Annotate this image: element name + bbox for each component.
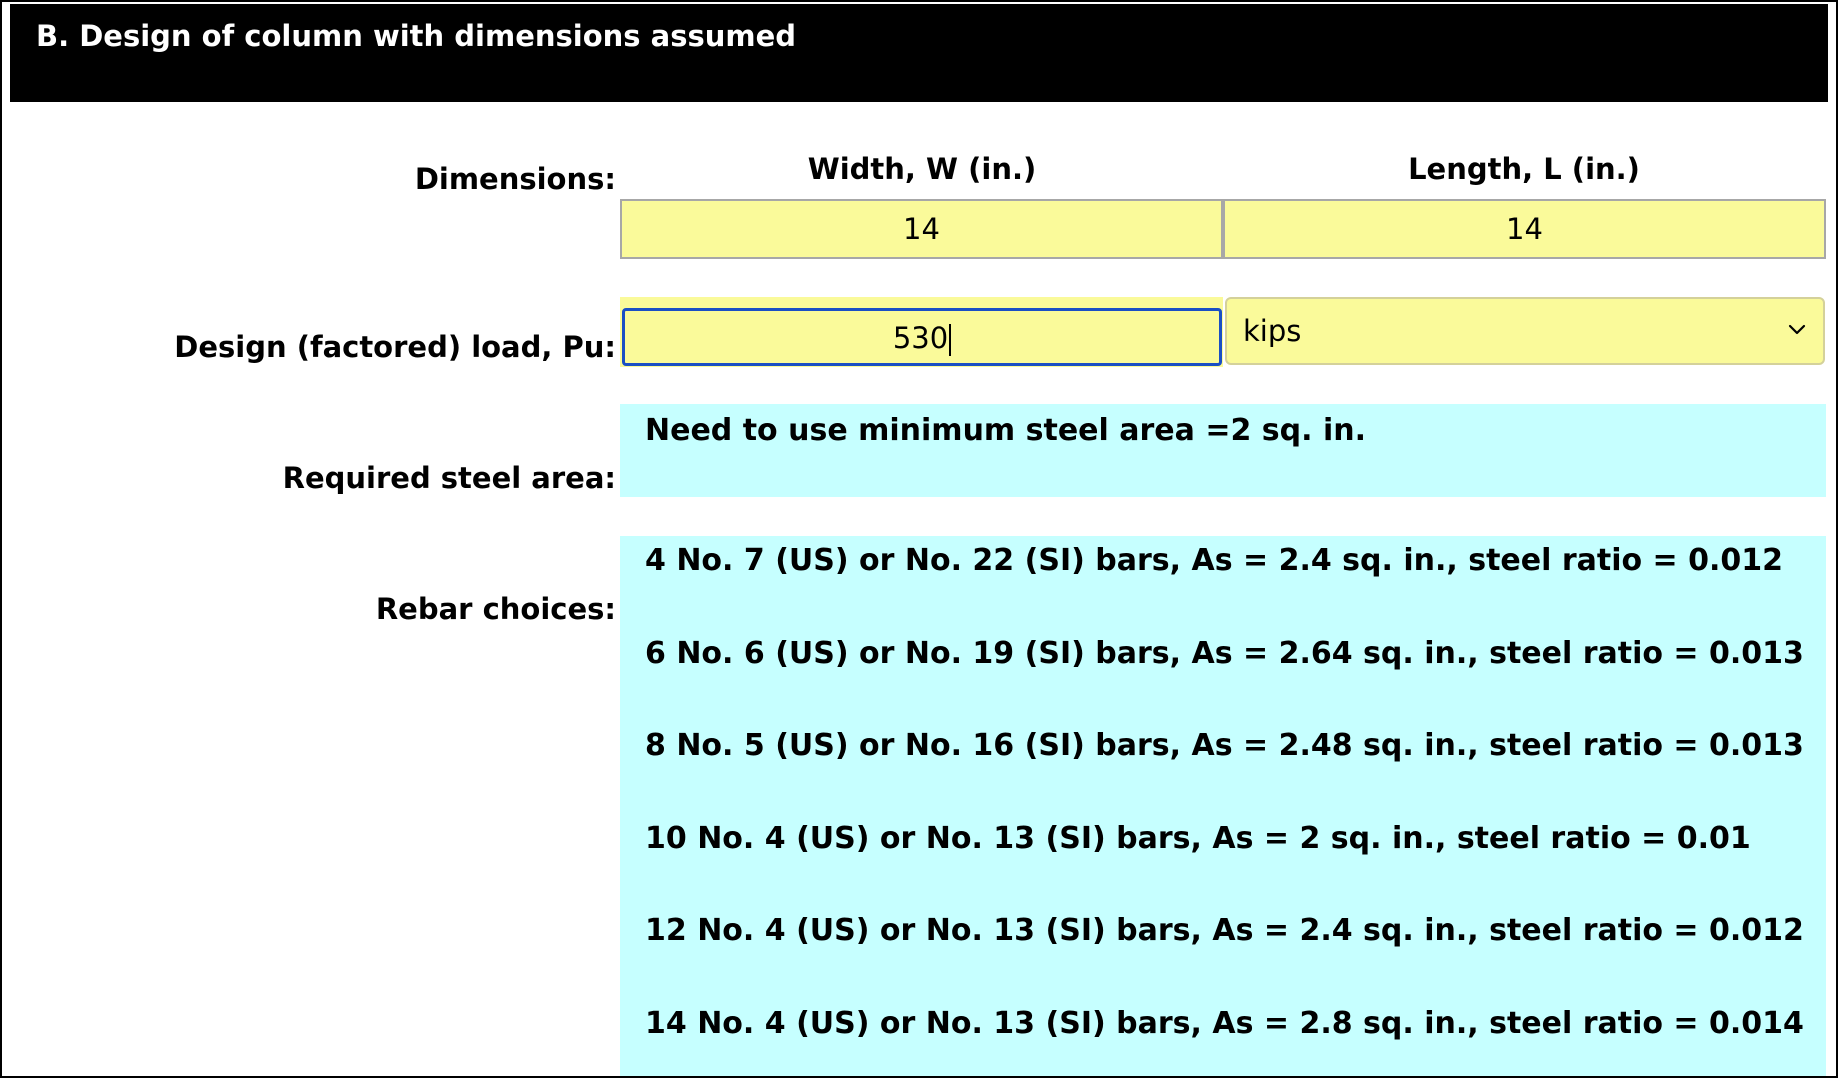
length-input[interactable]: [1223, 199, 1826, 259]
dimensions-label: Dimensions:: [414, 162, 616, 196]
section-header: [10, 4, 1828, 102]
rebar-choices-label: Rebar choices:: [375, 592, 616, 626]
width-input[interactable]: [620, 199, 1223, 259]
load-unit-selected: kips: [1243, 314, 1302, 348]
design-load-label: Design (factored) load, Pu:: [174, 330, 616, 364]
design-load-value-wrap: [625, 311, 1219, 366]
rebar-choice-item: 8 No. 5 (US) or No. 16 (SI) bars, As = 2.48 sq. in., steel ratio = 0.013: [645, 728, 1804, 763]
rebar-choice-item: 10 No. 4 (US) or No. 13 (SI) bars, As = 2 sq. in., steel ratio = 0.01: [645, 821, 1751, 856]
rebar-choice-item: 14 No. 4 (US) or No. 13 (SI) bars, As = 2.8 sq. in., steel ratio = 0.014: [645, 1006, 1804, 1041]
text-caret: [949, 324, 951, 356]
chevron-down-icon: [1785, 317, 1809, 341]
length-header: Length, L (in.): [1408, 152, 1640, 186]
steel-area-result-panel: [620, 404, 1826, 497]
section-title: B. Design of column with dimensions assumed: [36, 19, 797, 53]
required-steel-area-label: Required steel area:: [282, 461, 616, 495]
rebar-choice-item: 4 No. 7 (US) or No. 22 (SI) bars, As = 2.4 sq. in., steel ratio = 0.012: [645, 543, 1784, 578]
width-header: Width, W (in.): [807, 152, 1037, 186]
rebar-choice-item: 6 No. 6 (US) or No. 19 (SI) bars, As = 2.64 sq. in., steel ratio = 0.013: [645, 636, 1804, 671]
load-unit-select[interactable]: [1225, 297, 1825, 365]
design-load-value: 530: [892, 321, 949, 355]
rebar-choice-item: 12 No. 4 (US) or No. 13 (SI) bars, As = 2.4 sq. in., steel ratio = 0.012: [645, 913, 1804, 948]
rebar-choices-panel: [620, 536, 1826, 1076]
design-load-input[interactable]: [622, 308, 1222, 366]
steel-area-message: Need to use minimum steel area =2 sq. in.: [645, 413, 1366, 448]
